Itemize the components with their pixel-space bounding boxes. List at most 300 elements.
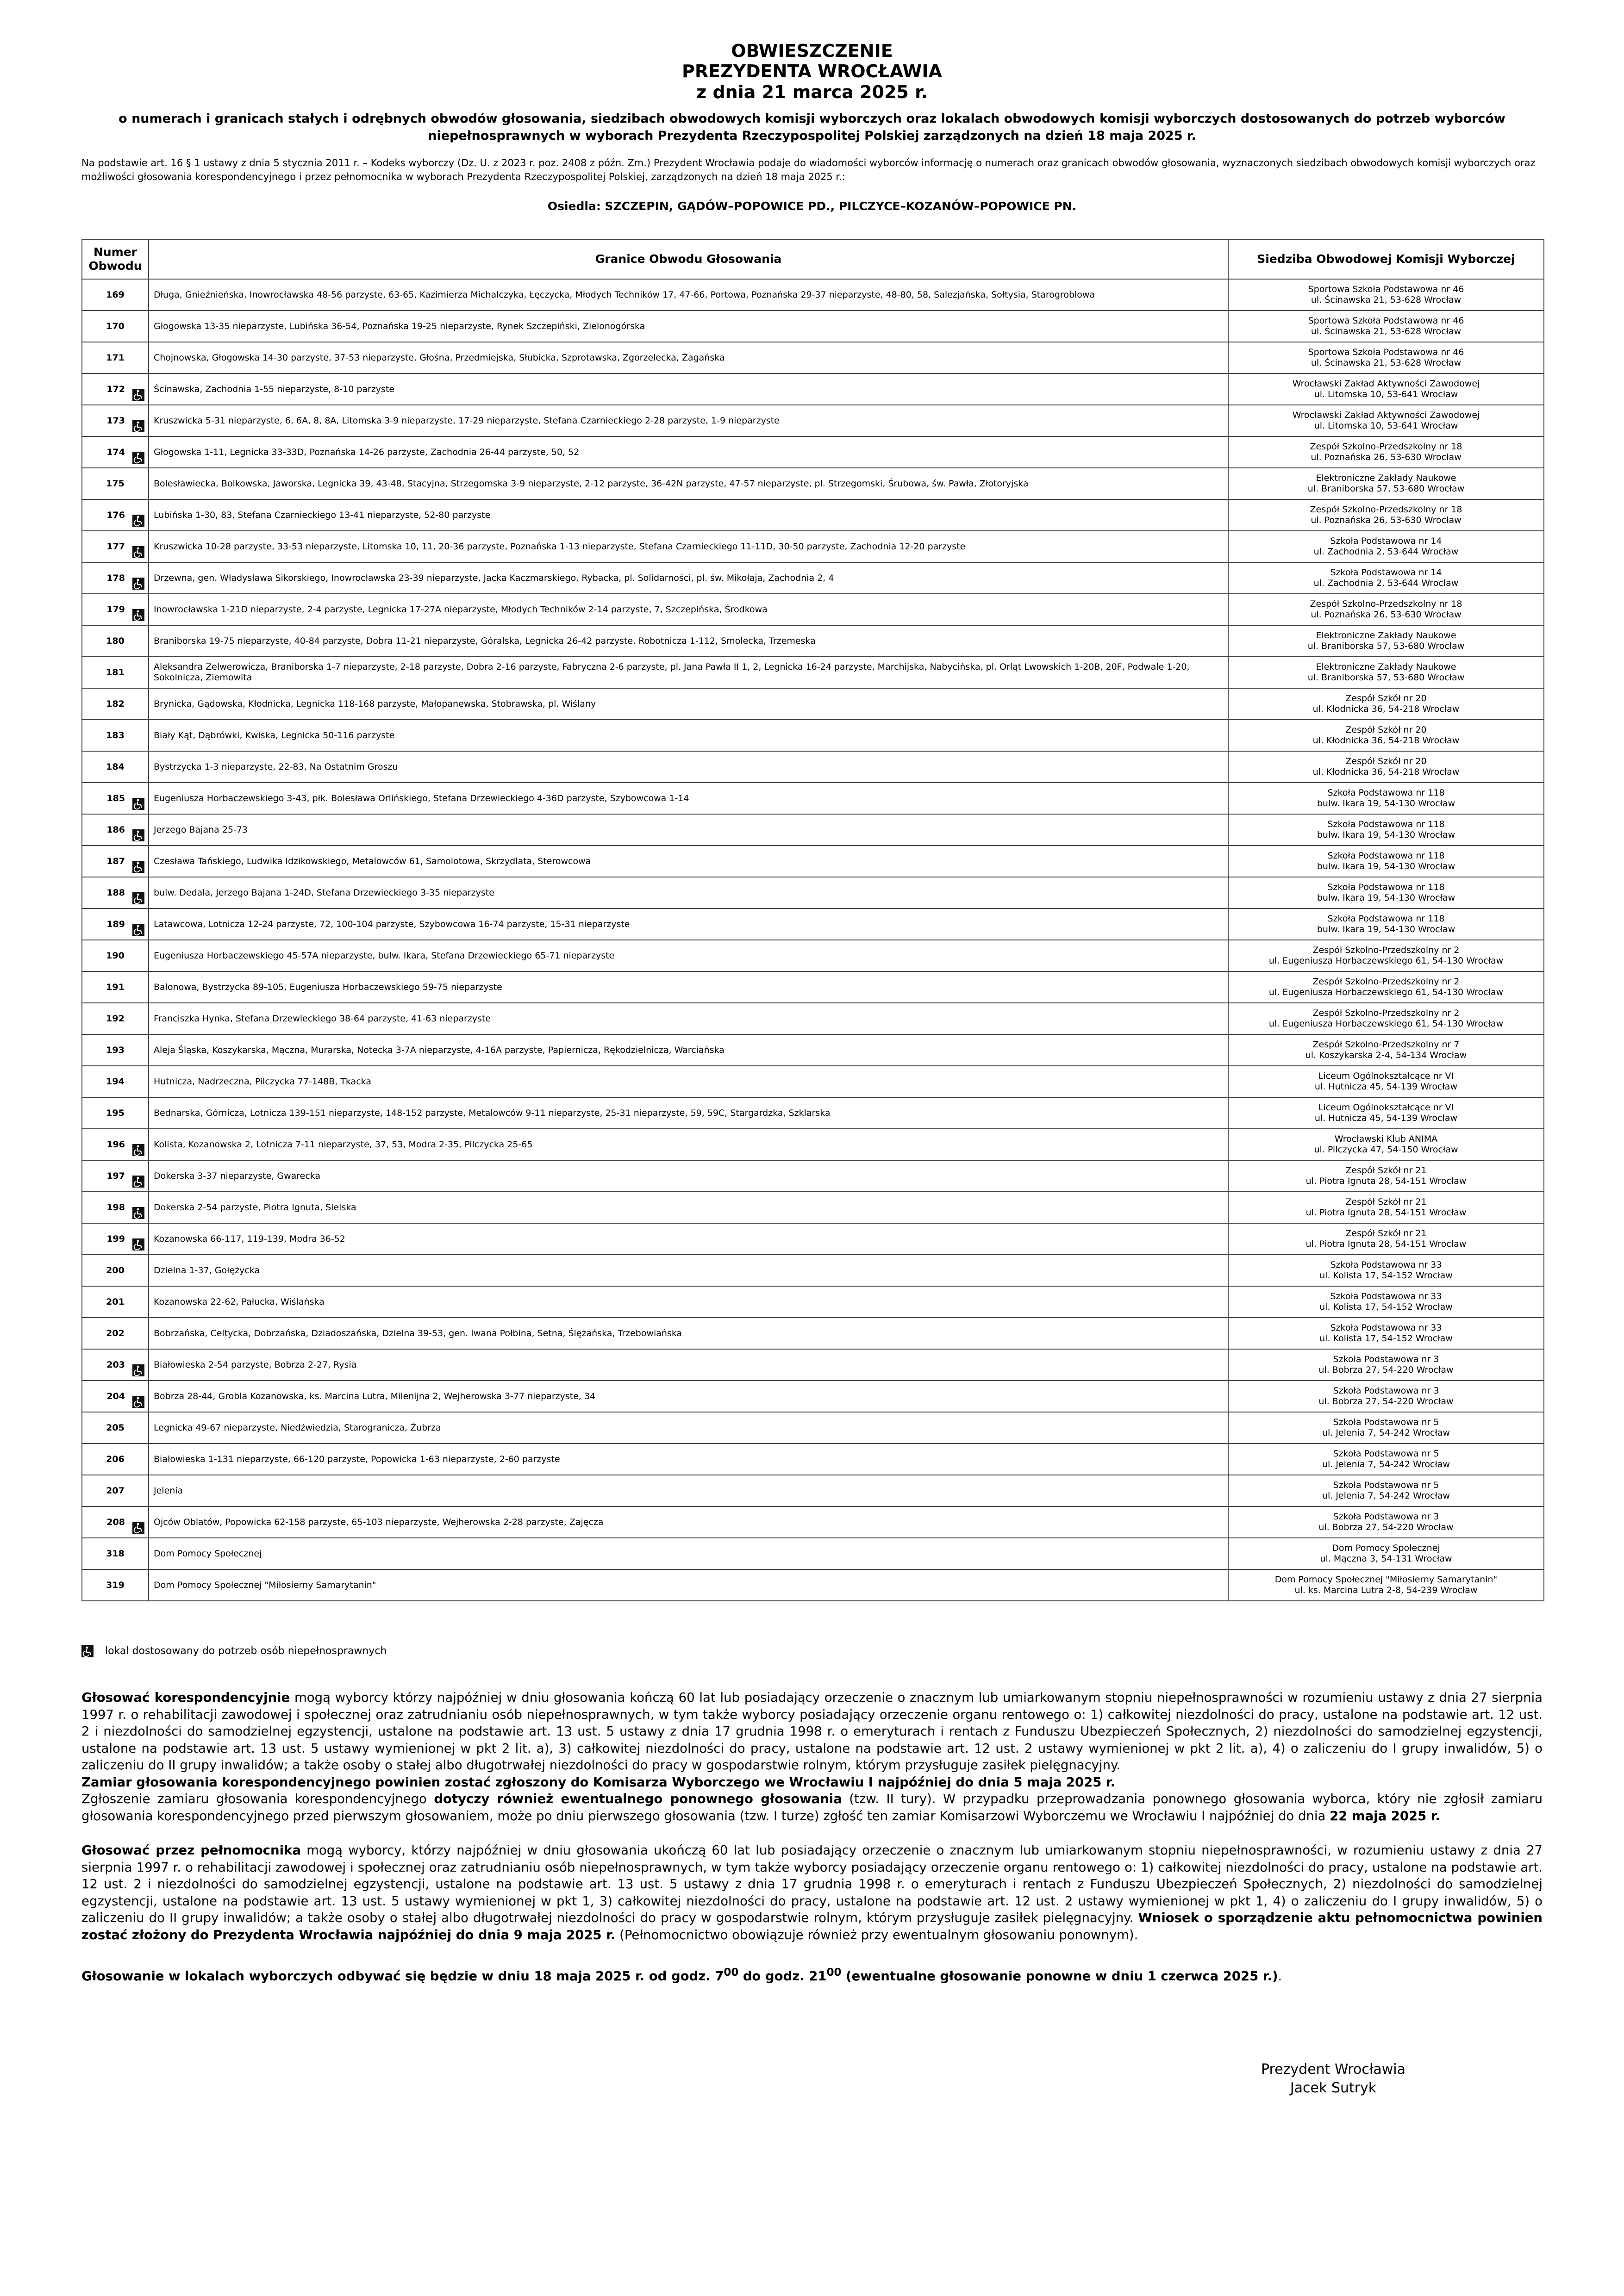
commission-site-name: Dom Pomocy Społecznej — [1332, 1543, 1440, 1553]
commission-site — [1228, 625, 1544, 657]
commission-site-address: ul. Koszykarska 2-4, 54-134 Wrocław — [1305, 1050, 1467, 1060]
commission-site-name: Szkoła Podstawowa nr 33 — [1330, 1260, 1442, 1270]
commission-site-address: ul. Mączna 3, 54-131 Wrocław — [1320, 1554, 1452, 1564]
constituency-number-cell — [82, 499, 149, 531]
constituency-number-cell — [82, 908, 149, 940]
notice-title: OBWIESZCZENIE — [731, 41, 893, 61]
commission-site — [1228, 373, 1544, 405]
commission-site-address: ul. Kolista 17, 54-152 Wrocław — [1319, 1302, 1453, 1312]
commission-site-address: bulw. Ikara 19, 54-130 Wrocław — [1317, 798, 1455, 809]
commission-site-address: ul. Braniborska 57, 53-680 Wrocław — [1307, 484, 1465, 494]
constituency-number: 184 — [106, 761, 125, 772]
table-row — [82, 1003, 1544, 1034]
commission-site-name: Zespół Szkół nr 20 — [1345, 693, 1427, 703]
table-row — [82, 720, 1544, 751]
table-row — [82, 940, 1544, 971]
col-header-number: Numer Obwodu — [82, 239, 149, 279]
constituency-number-cell — [82, 1412, 149, 1444]
constituency-number: 191 — [106, 982, 125, 992]
commission-site-name: Liceum Ogólnokształcące nr VI — [1318, 1102, 1454, 1113]
constituency-number: 190 — [106, 950, 125, 961]
constituency-bounds: Bobrza 28-44, Grobla Kozanowska, ks. Marcina Lutra, Milenijna 2, Wejherowska 3-77 nieparzyste, 34 — [149, 1381, 1228, 1412]
voting-end-period: . — [1278, 1969, 1282, 1984]
constituency-number-cell — [82, 1192, 149, 1223]
wheelchair-icon — [132, 798, 144, 810]
commission-site-name: Zespół Szkolno-Przedszkolny nr 2 — [1312, 1008, 1460, 1018]
commission-site — [1228, 1475, 1544, 1506]
constituency-number-cell — [82, 657, 149, 688]
table-row — [82, 877, 1544, 908]
constituency-number: 196 — [106, 1139, 125, 1150]
commission-site-address: bulw. Ikara 19, 54-130 Wrocław — [1317, 893, 1455, 903]
commission-site-address: ul. Bobrza 27, 54-220 Wrocław — [1318, 1396, 1454, 1406]
constituency-number: 188 — [106, 887, 125, 898]
commission-site-address: bulw. Ikara 19, 54-130 Wrocław — [1317, 830, 1455, 840]
commission-site — [1228, 1538, 1544, 1569]
commission-site-address: ul. Litomska 10, 53-641 Wrocław — [1314, 421, 1458, 431]
constituency-bounds: Chojnowska, Głogowska 14-30 parzyste, 37-53 nieparzyste, Głośna, Przedmiejska, Słubicka, Szprotawska, Zgorzelecka, Żagańska — [149, 342, 1228, 373]
wheelchair-icon — [132, 578, 144, 590]
constituency-bounds: Braniborska 19-75 nieparzyste, 40-84 parzyste, Dobra 11-21 nieparzyste, Góralska, Legnicka 26-42 parzyste, Robotnicza 1-112, Smolecka, Trzemeska — [149, 625, 1228, 657]
commission-site-address: ul. Kolista 17, 54-152 Wrocław — [1319, 1333, 1453, 1344]
table-row — [82, 814, 1544, 846]
commission-site — [1228, 594, 1544, 625]
table-header-row — [82, 239, 1544, 279]
commission-site-address: ul. Eugeniusza Horbaczewskiego 61, 54-130 Wrocław — [1268, 956, 1504, 966]
constituency-number: 201 — [106, 1296, 125, 1307]
wheelchair-icon — [132, 1396, 144, 1408]
commission-site-name: Zespół Szkolno-Przedszkolny nr 18 — [1310, 442, 1462, 452]
constituency-number: 197 — [106, 1170, 125, 1181]
commission-site-name: Szkoła Podstawowa nr 33 — [1330, 1323, 1442, 1333]
table-row — [82, 846, 1544, 877]
constituency-number-cell — [82, 751, 149, 783]
constituency-bounds: Inowrocławska 1-21D nieparzyste, 2-4 parzyste, Legnicka 17-27A nieparzyste, Młodych Techników 2-14 parzyste, 7, Szczepińska, Środkowa — [149, 594, 1228, 625]
commission-site — [1228, 1223, 1544, 1255]
constituency-number-cell — [82, 1475, 149, 1506]
commission-site-name: Szkoła Podstawowa nr 3 — [1333, 1512, 1439, 1522]
commission-site-name: Szkoła Podstawowa nr 118 — [1327, 851, 1445, 861]
constituency-number: 172 — [106, 384, 125, 394]
constituency-number-cell — [82, 279, 149, 311]
commission-site — [1228, 405, 1544, 436]
constituency-bounds: Dokerska 3-37 nieparzyste, Gwarecka — [149, 1160, 1228, 1192]
commission-site-name: Zespół Szkolno-Przedszkolny nr 7 — [1312, 1039, 1460, 1050]
commission-site — [1228, 311, 1544, 342]
commission-site — [1228, 1506, 1544, 1538]
voting-hours-end-sup: 00 — [826, 1966, 842, 1979]
districts-heading: Osiedla: SZCZEPIN, GĄDÓW–POPOWICE PD., PILCZYCE–KOZANÓW–POPOWICE PN. — [547, 199, 1077, 213]
constituency-bounds: Brynicka, Gądowska, Kłodnicka, Legnicka 118-168 parzyste, Małopanewska, Stobrawska, pl. Wiślany — [149, 688, 1228, 720]
constituency-number-cell — [82, 625, 149, 657]
constituency-number: 192 — [106, 1013, 125, 1024]
commission-site-name: Zespół Szkół nr 20 — [1345, 756, 1427, 766]
constituency-bounds: Drzewna, gen. Władysława Sikorskiego, Inowrocławska 23-39 nieparzyste, Jacka Kaczmarskiego, Rybacka, pl. Solidarności, pl. św. Mikołaja, Zachodnia 2, 4 — [149, 562, 1228, 594]
correspondence-lead: Głosować korespondencyjnie — [81, 1690, 290, 1705]
constituency-number: 208 — [106, 1517, 125, 1527]
commission-site-name: Sportowa Szkoła Podstawowa nr 46 — [1308, 316, 1464, 326]
commission-site-name: Zespół Szkolno-Przedszkolny nr 2 — [1312, 977, 1460, 987]
correspondence-deadline: Zamiar głosowania korespondencyjnego powinien zostać zgłoszony do Komisarza Wyborczego we Wrocławiu I najpóźniej do dnia 5 maja 2025 r. — [81, 1774, 1116, 1790]
constituency-bounds: Kruszwicka 10-28 parzyste, 33-53 nieparzyste, Litomska 10, 11, 20-36 parzyste, Poznańska 1-13 nieparzyste, Stefana Czarnieckiego 11-11D, 30-50 parzyste, Zachodnia 12-20 parzyste — [149, 531, 1228, 562]
constituency-bounds: Czesława Tańskiego, Ludwika Idzikowskiego, Metalowców 61, Samolotowa, Skrzydlata, Sterowcowa — [149, 846, 1228, 877]
commission-site-name: Szkoła Podstawowa nr 3 — [1333, 1354, 1439, 1364]
constituency-number-cell — [82, 1318, 149, 1349]
voting-hours-start: Głosowanie w lokalach wyborczych odbywać się będzie w dniu 18 maja 2025 r. od godz. 7 — [81, 1969, 724, 1984]
table-row — [82, 1318, 1544, 1349]
commission-site-address: ul. Jelenia 7, 54-242 Wrocław — [1322, 1428, 1450, 1438]
constituency-number-cell — [82, 1034, 149, 1066]
commission-site-address: ul. Poznańska 26, 53-630 Wrocław — [1311, 515, 1462, 525]
voting-hours-end: do godz. 21 — [738, 1969, 827, 1984]
constituency-number-cell — [82, 1160, 149, 1192]
constituency-bounds: Jelenia — [149, 1475, 1228, 1506]
wheelchair-icon — [132, 829, 144, 841]
commission-site-address: ul. Kolista 17, 54-152 Wrocław — [1319, 1270, 1453, 1281]
commission-site — [1228, 1160, 1544, 1192]
commission-site — [1228, 751, 1544, 783]
commission-site-name: Zespół Szkolno-Przedszkolny nr 18 — [1310, 504, 1462, 515]
table-row — [82, 373, 1544, 405]
table-row — [82, 1160, 1544, 1192]
constituency-number: 181 — [106, 667, 125, 678]
constituency-bounds: Aleksandra Zelwerowicza, Braniborska 1-7 nieparzyste, 2-18 parzyste, Dobra 2-16 parzyste, Fabryczna 2-6 parzyste, pl. Jana Pawła II 1, 2, Legnicka 16-24 parzyste, Marchijska, Nabycińska, pl. Orląt Lwowskich 1-20B, 20F, Podwale 1-20, Sokolnicza, Ziemowita — [149, 657, 1228, 688]
notice-subject: o numerach i granicach stałych i odrębnych obwodów głosowania, siedzibach obwodowych komisji wyborczych oraz lokalach obwodowych komisji wyborczych dostosowanych do potrzeb wyborców niepełnosprawnych w wyborach Prezydenta Rzeczypospolitej Polskiej zarządzonych na dzień 18 maja 2025 r. — [119, 112, 1505, 143]
table-body — [82, 279, 1544, 1601]
constituency-number-cell — [82, 688, 149, 720]
legal-basis: Na podstawie art. 16 § 1 ustawy z dnia 5 stycznia 2011 r. – Kodeks wyborczy (Dz. U. z 2023 r. poz. 2408 z późn. Zm.) Prezydent Wrocławia podaje do wiadomości wyborców informację o numerach oraz granicach obwodów głosowania, wyznaczonych siedzibach obwodowych komisji wyborczych oraz możliwości głosowania korespondencyjnego i przez pełnomocnika w wyborach Prezydenta Rzeczypospolitej Polskiej, zarządzonych na dzień 18 maja 2025 r.: — [81, 157, 1536, 182]
constituency-number-cell — [82, 531, 149, 562]
table-row — [82, 1034, 1544, 1066]
table-row — [82, 405, 1544, 436]
commission-site-name: Sportowa Szkoła Podstawowa nr 46 — [1308, 347, 1464, 357]
constituency-number-cell — [82, 1255, 149, 1286]
constituency-number-cell — [82, 1223, 149, 1255]
wheelchair-icon — [132, 1238, 144, 1251]
commission-site-address: ul. Hutnicza 45, 54-139 Wrocław — [1314, 1113, 1458, 1123]
constituency-bounds: Dokerska 2-54 parzyste, Piotra Ignuta, Sielska — [149, 1192, 1228, 1223]
wheelchair-icon — [132, 924, 144, 936]
commission-site-name: Zespół Szkół nr 21 — [1345, 1197, 1427, 1207]
wheelchair-icon — [132, 1176, 144, 1188]
commission-site-address: bulw. Ikara 19, 54-130 Wrocław — [1317, 861, 1455, 871]
commission-site — [1228, 814, 1544, 846]
wheelchair-icon — [132, 1522, 144, 1534]
commission-site — [1228, 1349, 1544, 1381]
commission-site-name: Zespół Szkół nr 21 — [1345, 1228, 1427, 1238]
constituency-number: 180 — [106, 635, 125, 646]
commission-site — [1228, 1097, 1544, 1129]
commission-site — [1228, 1003, 1544, 1034]
constituency-number-cell — [82, 468, 149, 499]
commission-site-address: ul. Hutnicza 45, 54-139 Wrocław — [1314, 1082, 1458, 1092]
col-header-bounds: Granice Obwodu Głosowania — [149, 239, 1228, 279]
commission-site-address: ul. Jelenia 7, 54-242 Wrocław — [1322, 1459, 1450, 1469]
constituency-bounds: Balonowa, Bystrzycka 89-105, Eugeniusza Horbaczewskiego 59-75 nieparzyste — [149, 971, 1228, 1003]
commission-site-name: Szkoła Podstawowa nr 5 — [1333, 1417, 1439, 1427]
commission-site-address: ul. ks. Marcina Lutra 2-8, 54-239 Wrocław — [1294, 1585, 1478, 1595]
constituency-number: 187 — [106, 856, 125, 866]
wheelchair-icon — [132, 861, 144, 873]
commission-site — [1228, 436, 1544, 468]
constituency-bounds: Długa, Gnieźnieńska, Inowrocławska 48-56 parzyste, 63-65, Kazimierza Michalczyka, Łęczycka, Młodych Techników 17, 47-66, Portowa, Poznańska 29-37 nieparzyste, 48-80, 58, Salezjańska, Sołtysia, Starogroblowa — [149, 279, 1228, 311]
signature-block — [1241, 2060, 1426, 2097]
commission-site-address: ul. Bobrza 27, 54-220 Wrocław — [1318, 1522, 1454, 1532]
constituency-bounds: Eugeniusza Horbaczewskiego 45-57A nieparzyste, bulw. Ikara, Stefana Drzewieckiego 65-71 nieparzyste — [149, 940, 1228, 971]
constituency-number: 171 — [106, 352, 125, 363]
wheelchair-icon — [132, 1207, 144, 1219]
commission-site — [1228, 1412, 1544, 1444]
correspondence-text: mogą wyborcy którzy najpóźniej w dniu głosowania kończą 60 lat lub posiadający orzeczenie o znacznym lub umiarkowanym stopniu niepełnosprawności w rozumieniu ustawy z dnia 27 sierpnia 1997 r. o rehabilitacji zawodowej i społecznej oraz zatrudnianiu osób niepełnosprawnych, w tym także wyborcy posiadający orzeczenie organu rentowego o: 1) całkowitej niezdolności do pracy, ustalone na podstawie art. 12 ust. 2 i niezdolności do samodzielnej egzystencji, ustalone na podstawie art. 13 ust. 5 ustawy z dnia 17 grudnia 1998 r. o emeryturach i rentach z Funduszu Ubezpieczeń Społecznych, 2) niezdolności do samodzielnej egzystencji, ustalone na podstawie art. 13 ust. 5 ustawy wymienionej w pkt 2 lit. a), 3) całkowitej niezdolności do pracy, ustalone na podstawie art. 12 ust. 2 ustawy wymienionej w pkt 2 lit. a), 4) o zaliczeniu do I grupy inwalidów, 5) o zaliczeniu do II grupy inwalidów; a także osoby o stałej albo długotrwałej niezdolności do pracy w gospodarstwie rolnym, którym przysługuje zasiłek pielęgnacyjny. — [81, 1690, 1543, 1773]
commission-site — [1228, 971, 1544, 1003]
table-row — [82, 1475, 1544, 1506]
table-row — [82, 1129, 1544, 1160]
constituency-bounds: Bolesławiecka, Bolkowska, Jaworska, Legnicka 39, 43-48, Stacyjna, Strzegomska 3-9 nieparzyste, 2-12 parzyste, 36-42N parzyste, 47-57 nieparzyste, pl. Strzegomski, Śrubowa, św. Pawła, Złotoryjska — [149, 468, 1228, 499]
commission-site-name: Szkoła Podstawowa nr 33 — [1330, 1291, 1442, 1301]
commission-site-address: ul. Jelenia 7, 54-242 Wrocław — [1322, 1491, 1450, 1501]
table-row — [82, 1538, 1544, 1569]
commission-site-name: Zespół Szkolno-Przedszkolny nr 18 — [1310, 599, 1462, 609]
table-row — [82, 688, 1544, 720]
correspondence-second-deadline: 22 maja 2025 r. — [1330, 1808, 1440, 1823]
commission-site — [1228, 1192, 1544, 1223]
commission-site-name: Dom Pomocy Społecznej "Miłosierny Samarytanin" — [1274, 1574, 1498, 1585]
constituency-bounds: Eugeniusza Horbaczewskiego 3-43, płk. Bolesława Orlińskiego, Stefana Drzewieckiego 4-36D parzyste, Szybowcowa 1-14 — [149, 783, 1228, 814]
constituency-number: 185 — [106, 793, 125, 803]
commission-site — [1228, 1569, 1544, 1601]
commission-site-address: ul. Piotra Ignuta 28, 54-151 Wrocław — [1305, 1176, 1467, 1186]
commission-site-address: ul. Poznańska 26, 53-630 Wrocław — [1311, 610, 1462, 620]
constituency-bounds: Jerzego Bajana 25-73 — [149, 814, 1228, 846]
table-row — [82, 594, 1544, 625]
constituency-number: 182 — [106, 698, 125, 709]
constituency-number: 206 — [106, 1454, 125, 1464]
constituency-number: 200 — [106, 1265, 125, 1276]
constituency-bounds: Biały Kąt, Dąbrówki, Kwiska, Legnicka 50-116 parzyste — [149, 720, 1228, 751]
commission-site — [1228, 846, 1544, 877]
constituency-number: 194 — [106, 1076, 125, 1087]
constituency-bounds: Franciszka Hynka, Stefana Drzewieckiego 38-64 parzyste, 41-63 nieparzyste — [149, 1003, 1228, 1034]
proxy-deadline: Wniosek o sporządzenie aktu pełnomocnictwa powinien zostać złożony do Prezydenta Wrocławia najpóźniej do dnia 9 maja 2025 r. — [81, 1910, 1543, 1942]
constituency-number: 183 — [106, 730, 125, 740]
table-row — [82, 1381, 1544, 1412]
wheelchair-icon — [132, 609, 144, 621]
commission-site — [1228, 1381, 1544, 1412]
constituency-bounds: Hutnicza, Nadrzeczna, Pilczycka 77-148B, Tkacka — [149, 1066, 1228, 1097]
constituency-number-cell — [82, 1349, 149, 1381]
constituency-number: 318 — [106, 1548, 125, 1559]
constituency-number-cell — [82, 720, 149, 751]
proxy-voting-paragraph — [81, 1842, 1543, 1943]
commission-site — [1228, 720, 1544, 751]
table-row — [82, 1286, 1544, 1318]
commission-site — [1228, 657, 1544, 688]
constituency-number-cell — [82, 342, 149, 373]
constituency-number: 175 — [106, 478, 125, 489]
constituency-number: 176 — [106, 510, 125, 520]
commission-site-name: Zespół Szkół nr 20 — [1345, 725, 1427, 735]
constituencies-table — [81, 239, 1544, 1601]
constituency-number-cell — [82, 877, 149, 908]
commission-site-address: ul. Eugeniusza Horbaczewskiego 61, 54-130 Wrocław — [1268, 1019, 1504, 1029]
table-row — [82, 1192, 1544, 1223]
table-row — [82, 436, 1544, 468]
constituency-number: 205 — [106, 1422, 125, 1433]
constituency-number: 203 — [106, 1359, 125, 1370]
commission-site-address: ul. Pilczycka 47, 54-150 Wrocław — [1314, 1145, 1458, 1155]
table-row — [82, 1412, 1544, 1444]
wheelchair-icon — [132, 1144, 144, 1156]
commission-site-name: Zespół Szkolno-Przedszkolny nr 2 — [1312, 945, 1460, 955]
table-row — [82, 562, 1544, 594]
table-row — [82, 625, 1544, 657]
signature-title: Prezydent Wrocławia — [1261, 2061, 1405, 2078]
constituency-number-cell — [82, 846, 149, 877]
constituency-number-cell — [82, 594, 149, 625]
constituency-number: 195 — [106, 1108, 125, 1118]
commission-site — [1228, 908, 1544, 940]
table-row — [82, 1223, 1544, 1255]
commission-site-address: ul. Eugeniusza Horbaczewskiego 61, 54-130 Wrocław — [1268, 987, 1504, 997]
commission-site-address: ul. Ścinawska 21, 53-628 Wrocław — [1311, 358, 1462, 368]
constituency-number-cell — [82, 940, 149, 971]
commission-site — [1228, 877, 1544, 908]
commission-site-name: Szkoła Podstawowa nr 118 — [1327, 882, 1445, 892]
commission-site-name: Szkoła Podstawowa nr 5 — [1333, 1449, 1439, 1459]
correspondence-text-3: (tzw. II tury). W przypadku przeprowadzania ponownego głosowania wyborca, który nie zgłosił zamiaru głosowania korespondencyjnego przed pierwszym głosowaniem, może po dniu pierwszego głosowania (tzw. I turze) zgłość ten zamiar Komisarzowi Wyborczemu we Wrocławiu I najpóźniej do dnia — [81, 1792, 1543, 1823]
constituency-bounds: Legnicka 49-67 nieparzyste, Niedźwiedzia, Starogranicza, Żubrza — [149, 1412, 1228, 1444]
wheelchair-icon — [132, 515, 144, 527]
correspondence-repeat-note: dotyczy również ewentualnego ponownego głosowania — [434, 1792, 842, 1806]
constituency-bounds: Kozanowska 22-62, Pałucka, Wiślańska — [149, 1286, 1228, 1318]
table-row — [82, 468, 1544, 499]
constituency-number-cell — [82, 405, 149, 436]
wheelchair-icon — [132, 1364, 144, 1376]
constituency-number: 169 — [106, 289, 125, 300]
constituency-number-cell — [82, 1097, 149, 1129]
constituency-number: 170 — [106, 321, 125, 331]
commission-site-address: ul. Kłodnicka 36, 54-218 Wrocław — [1312, 704, 1460, 714]
constituency-number-cell — [82, 1286, 149, 1318]
signature-name: Jacek Sutryk — [1290, 2080, 1377, 2096]
correspondence-text-2: Zgłoszenie zamiaru głosowania korespondencyjnego — [81, 1792, 434, 1806]
commission-site-address: ul. Poznańska 26, 53-630 Wrocław — [1311, 452, 1462, 462]
commission-site-address: ul. Zachodnia 2, 53-644 Wrocław — [1313, 578, 1459, 588]
voting-hours-paragraph — [81, 1964, 1543, 1985]
constituency-number: 179 — [106, 604, 125, 615]
legend — [81, 1644, 387, 1658]
voting-hours-start-sup: 00 — [724, 1966, 739, 1979]
constituency-number-cell — [82, 1444, 149, 1475]
commission-site-name: Szkoła Podstawowa nr 14 — [1330, 536, 1442, 546]
table-row — [82, 1444, 1544, 1475]
commission-site-name: Szkoła Podstawowa nr 3 — [1333, 1386, 1439, 1396]
table-row — [82, 1569, 1544, 1601]
commission-site-address: bulw. Ikara 19, 54-130 Wrocław — [1317, 924, 1455, 934]
commission-site-name: Szkoła Podstawowa nr 118 — [1327, 788, 1445, 798]
constituency-number-cell — [82, 1003, 149, 1034]
table-row — [82, 531, 1544, 562]
commission-site — [1228, 562, 1544, 594]
commission-site — [1228, 783, 1544, 814]
commission-site-name: Zespół Szkół nr 21 — [1345, 1165, 1427, 1176]
commission-site-address: ul. Kłodnicka 36, 54-218 Wrocław — [1312, 767, 1460, 777]
constituency-bounds: Ojców Oblatów, Popowicka 62-158 parzyste, 65-103 nieparzyste, Wejherowska 2-28 parzyste, Zajęcza — [149, 1506, 1228, 1538]
constituency-number-cell — [82, 436, 149, 468]
constituency-number-cell — [82, 373, 149, 405]
voting-repeat-date: (ewentualne głosowanie ponowne w dniu 1 czerwca 2025 r.) — [841, 1969, 1278, 1984]
constituency-bounds: Białowieska 1-131 nieparzyste, 66-120 parzyste, Popowicka 1-63 nieparzyste, 2-60 parzyste — [149, 1444, 1228, 1475]
constituency-bounds: Dzielna 1-37, Gołężycka — [149, 1255, 1228, 1286]
commission-site-address: ul. Zachodnia 2, 53-644 Wrocław — [1313, 547, 1459, 557]
table-row — [82, 1066, 1544, 1097]
table-row — [82, 1097, 1544, 1129]
legend-text: lokal dostosowany do potrzeb osób niepełnosprawnych — [105, 1645, 387, 1657]
commission-site — [1228, 1129, 1544, 1160]
issuer-title: PREZYDENTA WROCŁAWIA — [682, 61, 942, 81]
commission-site-name: Wrocławski Zakład Aktywności Zawodowej — [1292, 379, 1480, 389]
commission-site — [1228, 342, 1544, 373]
constituency-bounds: Aleja Śląska, Koszykarska, Mączna, Murarska, Notecka 3-7A nieparzyste, 4-16A parzyste, Papiernicza, Rękodzielnicza, Warciańska — [149, 1034, 1228, 1066]
commission-site — [1228, 1066, 1544, 1097]
commission-site-address: ul. Piotra Ignuta 28, 54-151 Wrocław — [1305, 1207, 1467, 1218]
constituency-number: 198 — [106, 1202, 125, 1213]
constituency-number-cell — [82, 1381, 149, 1412]
commission-site-name: Szkoła Podstawowa nr 118 — [1327, 914, 1445, 924]
commission-site — [1228, 1286, 1544, 1318]
constituency-number-cell — [82, 1129, 149, 1160]
constituency-number: 177 — [106, 541, 125, 552]
commission-site — [1228, 1034, 1544, 1066]
constituency-number: 202 — [106, 1328, 125, 1338]
constituency-bounds: Lubińska 1-30, 83, Stefana Czarnieckiego 13-41 nieparzyste, 52-80 parzyste — [149, 499, 1228, 531]
constituency-number: 199 — [106, 1233, 125, 1244]
commission-site-name: Szkoła Podstawowa nr 118 — [1327, 819, 1445, 829]
constituency-number: 186 — [106, 824, 125, 835]
constituency-number-cell — [82, 783, 149, 814]
constituency-bounds: Kolista, Kozanowska 2, Lotnicza 7-11 nieparzyste, 37, 53, Modra 2-35, Pilczycka 25-65 — [149, 1129, 1228, 1160]
constituency-number: 204 — [106, 1391, 125, 1401]
constituency-number: 319 — [106, 1580, 125, 1590]
constituency-number-cell — [82, 1569, 149, 1601]
commission-site — [1228, 1444, 1544, 1475]
commission-site-name: Wrocławski Zakład Aktywności Zawodowej — [1292, 410, 1480, 420]
constituency-bounds: Bednarska, Górnicza, Lotnicza 139-151 nieparzyste, 148-152 parzyste, Metalowców 9-11 nieparzyste, 25-31 nieparzyste, 59, 59C, Stargardzka, Szklarska — [149, 1097, 1228, 1129]
col-header-site: Siedziba Obwodowej Komisji Wyborczej — [1228, 239, 1544, 279]
constituency-number: 178 — [106, 572, 125, 583]
constituency-bounds: bulw. Dedala, Jerzego Bajana 1-24D, Stefana Drzewieckiego 3-35 nieparzyste — [149, 877, 1228, 908]
wheelchair-icon — [132, 420, 144, 432]
wheelchair-icon — [81, 1645, 94, 1657]
commission-site-address: ul. Piotra Ignuta 28, 54-151 Wrocław — [1305, 1239, 1467, 1249]
commission-site — [1228, 499, 1544, 531]
table-row — [82, 311, 1544, 342]
commission-site-address: ul. Bobrza 27, 54-220 Wrocław — [1318, 1365, 1454, 1375]
table-row — [82, 751, 1544, 783]
commission-site-name: Szkoła Podstawowa nr 5 — [1333, 1480, 1439, 1490]
commission-site-address: ul. Ścinawska 21, 53-628 Wrocław — [1311, 295, 1462, 305]
wheelchair-icon — [132, 452, 144, 464]
constituency-number: 207 — [106, 1485, 125, 1496]
commission-site — [1228, 1318, 1544, 1349]
table-row — [82, 279, 1544, 311]
commission-site — [1228, 940, 1544, 971]
notice-date: z dnia 21 marca 2025 r. — [696, 82, 928, 102]
table-row — [82, 908, 1544, 940]
table-row — [82, 342, 1544, 373]
commission-site-address: ul. Braniborska 57, 53-680 Wrocław — [1307, 672, 1465, 683]
commission-site-name: Elektroniczne Zakłady Naukowe — [1316, 630, 1456, 641]
